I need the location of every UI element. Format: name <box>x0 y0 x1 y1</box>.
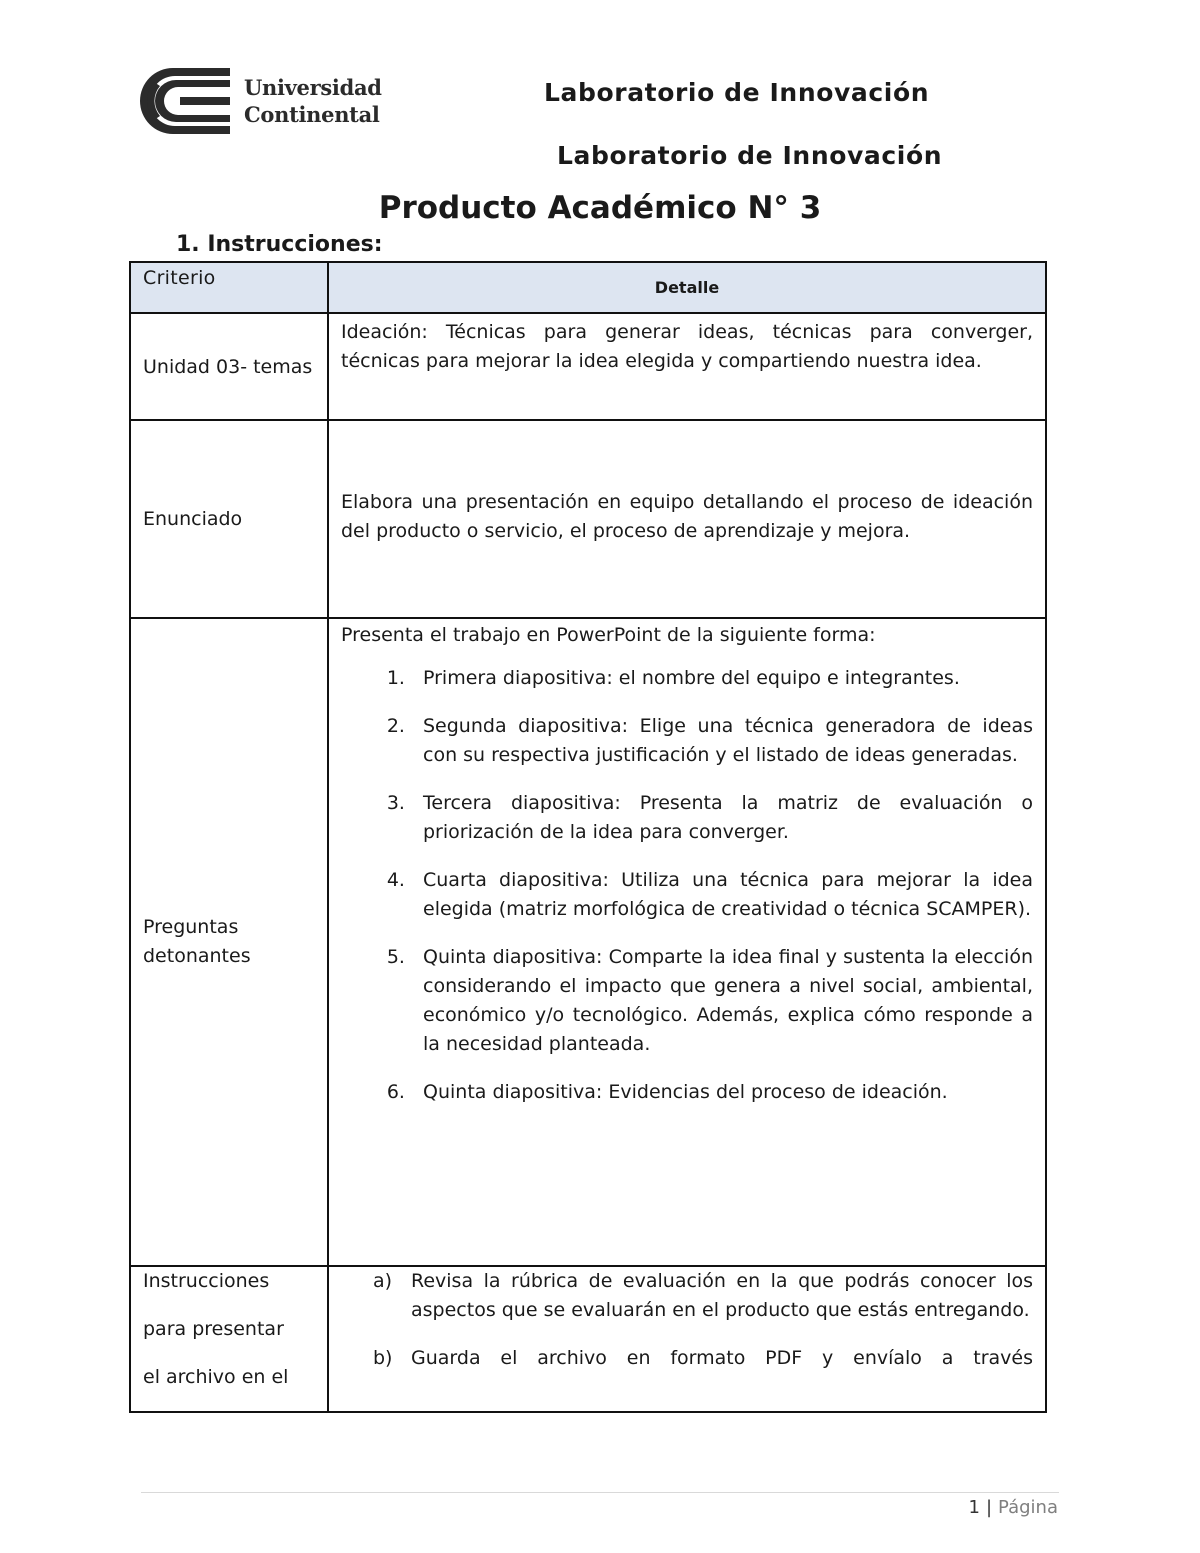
instrucciones-label-line: para presentar <box>143 1318 284 1340</box>
list-item: 5. Quinta diapositiva: Comparte la idea final y sustenta la elección considerando el impacto que genera a nivel social, ambiental, económico y/o tecnológico. Además, explica cómo responde a la necesidad planteada. <box>411 943 1033 1059</box>
logo-wordmark <box>244 74 382 128</box>
document-title: Producto Académico N° 3 <box>378 190 822 226</box>
unidad-detail: Ideación: Técnicas para generar ideas, técnicas para converger, técnicas para mejorar la idea elegida y compartiendo nuestra idea. <box>341 321 1033 372</box>
preguntas-label: Preguntas detonantes <box>143 916 251 967</box>
enunciado-label: Enunciado <box>130 420 328 618</box>
page-number: 1 <box>968 1497 980 1518</box>
list-item <box>341 1344 1033 1373</box>
page-footer <box>969 1497 1058 1518</box>
header-criterio: Criterio <box>130 262 328 313</box>
footer-separator: | <box>985 1497 993 1518</box>
instrucciones-label-line: el archivo en el <box>143 1366 289 1388</box>
list-item: 3. Tercera diapositiva: Presenta la matriz de evaluación o priorización de la idea para converger. <box>411 789 1033 847</box>
list-item: 6. Quinta diapositiva: Evidencias del proceso de ideación. <box>411 1078 1033 1107</box>
footer-divider <box>141 1492 1059 1493</box>
list-item: 2. Segunda diapositiva: Elige una técnica generadora de ideas con su respectiva justificación y el listado de ideas generadas. <box>411 712 1033 770</box>
instructions-list <box>341 1267 1033 1373</box>
instrucciones-label-line: Instrucciones <box>143 1270 270 1292</box>
slides-list <box>341 664 1033 1107</box>
page-label: Página <box>998 1497 1058 1518</box>
table-header-row <box>130 262 1046 313</box>
list-marker: b) <box>373 1347 393 1369</box>
table-row-instrucciones <box>130 1266 1046 1412</box>
list-marker: a) <box>373 1270 393 1292</box>
header-title-1: Laboratorio de Innovación <box>544 78 930 107</box>
header-title-2: Laboratorio de Innovación <box>557 141 943 170</box>
preguntas-intro: Presenta el trabajo en PowerPoint de la siguiente forma: <box>341 624 876 646</box>
enunciado-detail: Elabora una presentación en equipo detallando el proceso de ideación del producto o servicio, el proceso de aprendizaje y mejora. <box>341 491 1033 542</box>
table-row-unidad <box>130 313 1046 420</box>
header-detalle: Detalle <box>328 262 1046 313</box>
instructions-table <box>129 261 1047 1413</box>
list-item: 1. Primera diapositiva: el nombre del equipo e integrantes. <box>411 664 1033 693</box>
logo-mark-icon <box>140 68 236 134</box>
unidad-label: Unidad 03- temas <box>130 313 328 420</box>
list-item-text: Guarda el archivo en formato PDF y envíalo a través <box>411 1347 1033 1369</box>
section-heading: 1. Instrucciones: <box>176 232 383 257</box>
logo-line-1: Universidad <box>244 75 382 100</box>
list-item: 4. Cuarta diapositiva: Utiliza una técnica para mejorar la idea elegida (matriz morfológica de creatividad o técnica SCAMPER). <box>411 866 1033 924</box>
list-item-text: Revisa la rúbrica de evaluación en la que podrás conocer los aspectos que se evaluarán en el producto que estás entregando. <box>411 1270 1033 1321</box>
table-row-enunciado <box>130 420 1046 618</box>
list-item <box>341 1267 1033 1325</box>
logo-line-2: Continental <box>244 102 380 127</box>
university-logo <box>140 68 380 134</box>
table-row-preguntas <box>130 618 1046 1266</box>
